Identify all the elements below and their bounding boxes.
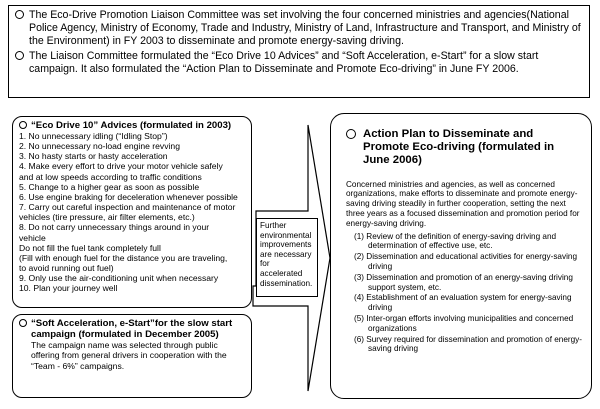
list-item: 2. No unnecessary no-load engine revving [19, 141, 180, 152]
circle-bullet-icon [346, 129, 356, 139]
list-item: (6) Survey required for dissemination and promotion of energy-saving driving [354, 334, 582, 354]
list-item: 7. Carry out careful inspection and maintenance of motor [19, 202, 236, 213]
action-list [346, 232, 583, 355]
soft-title [19, 318, 247, 340]
list-item: vehicle [19, 232, 46, 243]
action-intro-text: Concerned ministries and agencies, as well as concerned organizations, make efforts to disseminate and promote energy- [346, 179, 578, 199]
summary-item [15, 50, 585, 76]
action-intro [346, 180, 583, 229]
circle-bullet-icon [19, 121, 27, 129]
soft-acceleration-box [12, 314, 252, 398]
soft-description [19, 340, 247, 371]
list-item: (1) Review of the definition of energy-saving driving and determination of effective use, etc. [354, 231, 557, 251]
action-plan-box [330, 113, 592, 399]
list-item: (Fill with enough fuel for the distance you are traveling, [19, 252, 228, 263]
circle-bullet-icon [15, 10, 24, 19]
list-item: 6. Use engine braking for deceleration whenever possible [19, 191, 238, 202]
list-item: (2) Dissemination and educational activities for energy-saving driving [354, 252, 577, 271]
list-item: Do not fill the fuel tank completely full [19, 242, 161, 253]
action-title-line: Promote Eco-driving (formulated in [363, 141, 555, 154]
action-title-line: June 2006) [363, 154, 422, 167]
circle-bullet-icon [15, 51, 24, 60]
list-item: 9. Only use the air-conditioning unit when necessary [19, 273, 219, 284]
action-title-line: Action Plan to Disseminate and [363, 128, 534, 140]
advices-title [19, 120, 247, 131]
summary-item [15, 9, 585, 49]
soft-title-line: campaign (formulated in December 2005) [31, 329, 219, 340]
list-item: (5) Inter-organ efforts involving municipalities and concerned organizations [354, 313, 574, 333]
list-item: 10. Plan your journey well [19, 283, 118, 294]
list-item: 1. No unnecessary idling (“Idling Stop”) [19, 131, 168, 141]
summary-text: The Liaison Committee formulated the “Eco Drive 10 Advices” and “Soft Acceleration, e-Start” for a slow start campaign. It also formulated the “Action Plan to Disseminate and Promote Eco-driving” in June FY 2006. [29, 49, 539, 75]
summary-box [8, 5, 590, 98]
list-item: to avoid running out fuel) [19, 263, 114, 274]
list-item: 5. Change to a higher gear as soon as possible [19, 181, 200, 192]
advices-title-text: “Eco Drive 10” Advices (formulated in 2003) [31, 120, 232, 131]
list-item: (3) Dissemination and promotion of an energy-saving driving support system, etc. [354, 272, 573, 292]
list-item: 8. Do not carry unnecessary things around in your [19, 222, 210, 233]
soft-text-line: The campaign name was selected through public [31, 340, 218, 350]
soft-text-line: offering from general drivers in cooperation with the [31, 350, 227, 361]
action-intro-text: saving driving steadily in further cooperation, setting the next three years as a focused dissemination and promotion period for energy-saving driving. [346, 199, 580, 228]
circle-bullet-icon [19, 319, 27, 327]
list-item: (4) Establishment of an evaluation system for energy-saving driving [354, 293, 572, 313]
note-text: Further environmental improvements are necessary for accelerated dissemination. [260, 221, 313, 288]
list-item: 3. No hasty starts or hasty acceleration [19, 151, 168, 162]
list-item: and at low speeds according to traffic conditions [19, 171, 202, 182]
eco-drive-advices-box [12, 116, 252, 308]
soft-title-line: “Soft Acceleration, e-Start”for the slow start [31, 318, 233, 329]
list-item: 4. Make every effort to drive your motor vehicle safely [19, 161, 223, 172]
list-item: vehicles (tire pressure, air filter elements, etc.) [19, 212, 195, 223]
advices-list [19, 131, 247, 294]
action-title [346, 128, 583, 168]
soft-text-line: “Team - 6%” campaigns. [31, 360, 125, 371]
note-box [256, 218, 318, 297]
summary-text: The Eco-Drive Promotion Liaison Committee was set involving the four concerned ministries and agencies(National Police Agency, Ministry of Economy, Trade and Industry, Ministry of Land, Infrastructure and Transport, and Ministry of the Environment) in FY 2003 to disseminate and promote energy-saving driving. [29, 9, 581, 48]
